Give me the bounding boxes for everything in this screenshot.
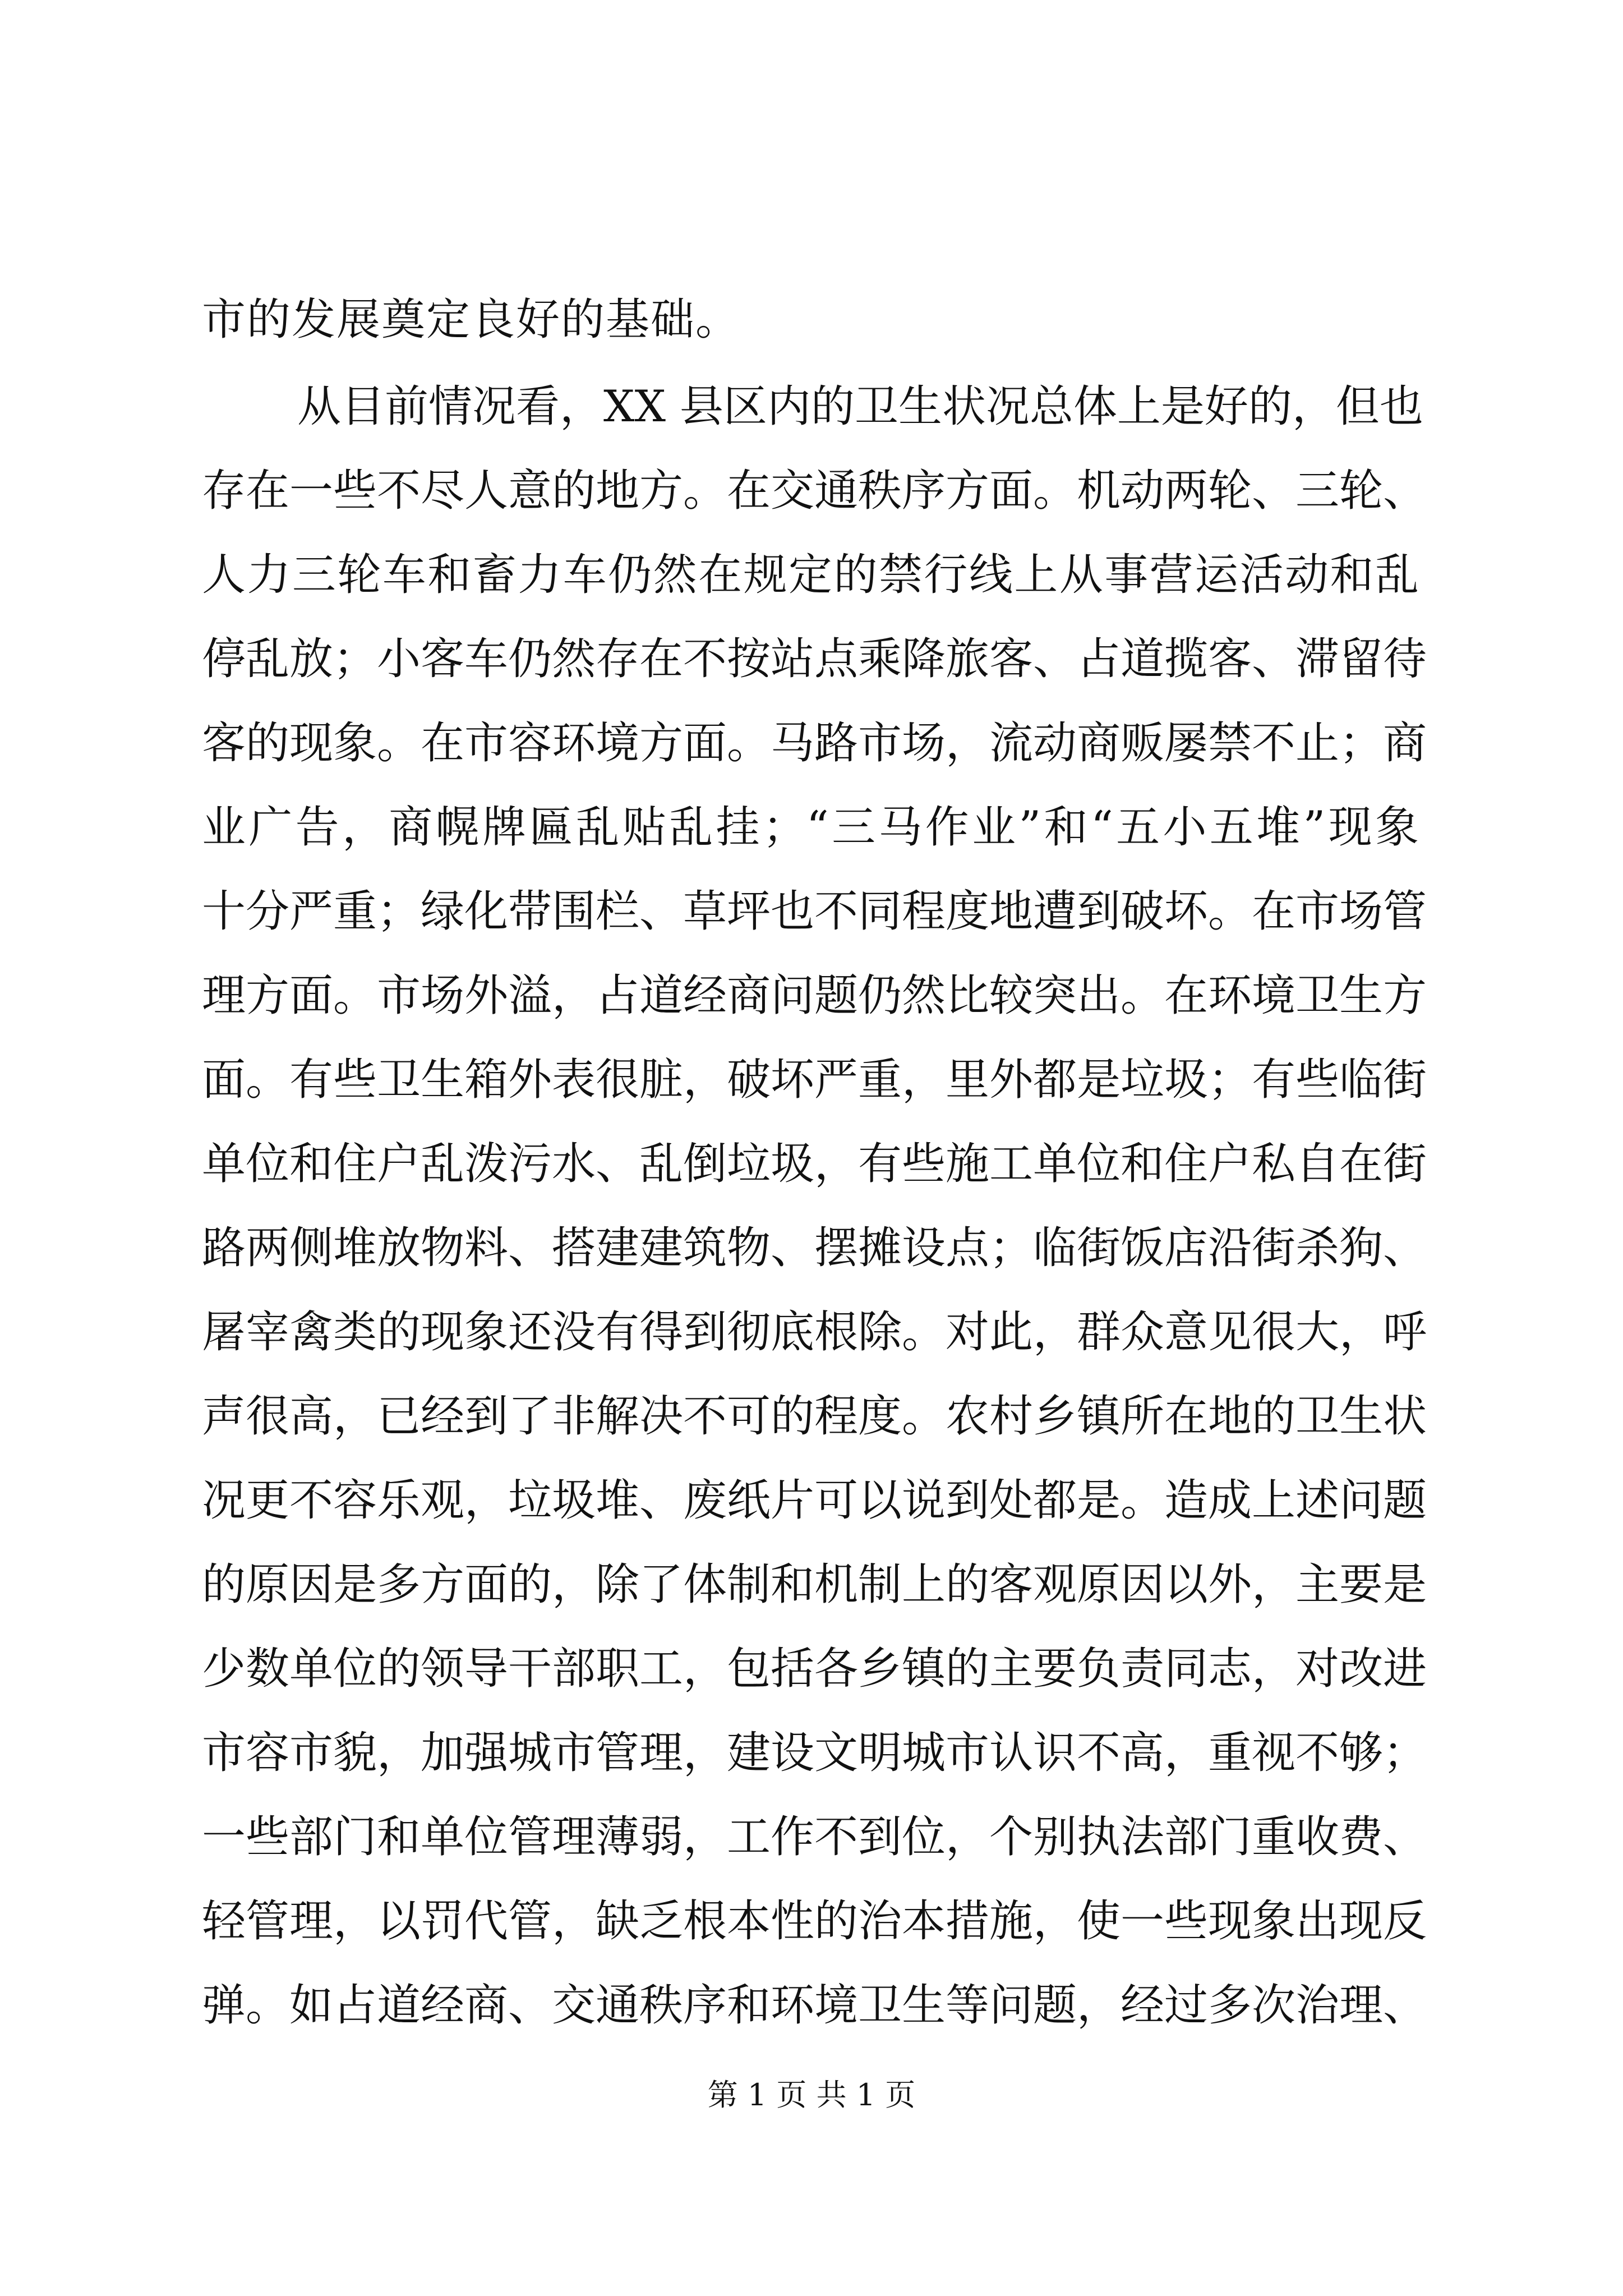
- text-line: 市容市貌，加强城市管理，建设文明城市认识不高，重视不够；: [202, 1728, 1427, 1778]
- text-line: 声很高，已经到了非解决不可的程度。农村乡镇所在地的卫生状: [202, 1391, 1427, 1442]
- text-line: 单位和住户乱泼污水、乱倒垃圾，有些施工单位和住户私自在街: [202, 1139, 1427, 1189]
- text-line: 十分严重；绿化带围栏、草坪也不同程度地遭到破坏。在市场管: [202, 886, 1427, 937]
- text-line: 一些部门和单位管理薄弱，工作不到位，个别执法部门重收费、: [202, 1812, 1427, 1862]
- text-line: 理方面。市场外溢，占道经商问题仍然比较突出。在环境卫生方: [202, 970, 1427, 1021]
- text-line: 屠宰禽类的现象还没有得到彻底根除。对此，群众意见很大，呼: [202, 1307, 1427, 1358]
- page-number-footer: 第 1 页 共 1 页: [707, 2077, 916, 2113]
- text-line: 路两侧堆放物料、搭建建筑物、摆摊设点；临街饭店沿街杀狗、: [202, 1223, 1427, 1273]
- text-line: 市的发展奠定良好的基础。: [202, 295, 741, 345]
- text-line: 况更不容乐观，垃圾堆、废纸片可以说到处都是。造成上述问题: [202, 1475, 1427, 1526]
- text-line: 业广告，商幌牌匾乱贴乱挂；“三马作业”和“五小五堆”现象: [202, 802, 1419, 853]
- text-line: 的原因是多方面的，除了体制和机制上的客观原因以外，主要是: [202, 1559, 1427, 1610]
- text-line: 人力三轮车和畜力车仍然在规定的禁行线上从事营运活动和乱: [202, 550, 1419, 600]
- text-line: 存在一些不尽人意的地方。在交通秩序方面。机动两轮、三轮、: [202, 466, 1427, 516]
- text-line: 轻管理，以罚代管，缺乏根本性的治本措施，使一些现象出现反: [202, 1896, 1427, 1947]
- text-line: 弹。如占道经商、交通秩序和环境卫生等问题，经过多次治理、: [202, 1980, 1427, 2031]
- text-line: 客的现象。在市容环境方面。马路市场，流动商贩屡禁不止；商: [202, 718, 1427, 769]
- paragraph-first-line: 从目前情况看，XX 县区内的卫生状况总体上是好的，但也: [297, 381, 1423, 432]
- text-line: 停乱放；小客车仍然存在不按站点乘降旅客、占道揽客、滞留待: [202, 634, 1427, 684]
- text-line: 少数单位的领导干部职工，包括各乡镇的主要负责同志，对改进: [202, 1644, 1427, 1694]
- text-line: 面。有些卫生箱外表很脏，破坏严重，里外都是垃圾；有些临街: [202, 1055, 1427, 1105]
